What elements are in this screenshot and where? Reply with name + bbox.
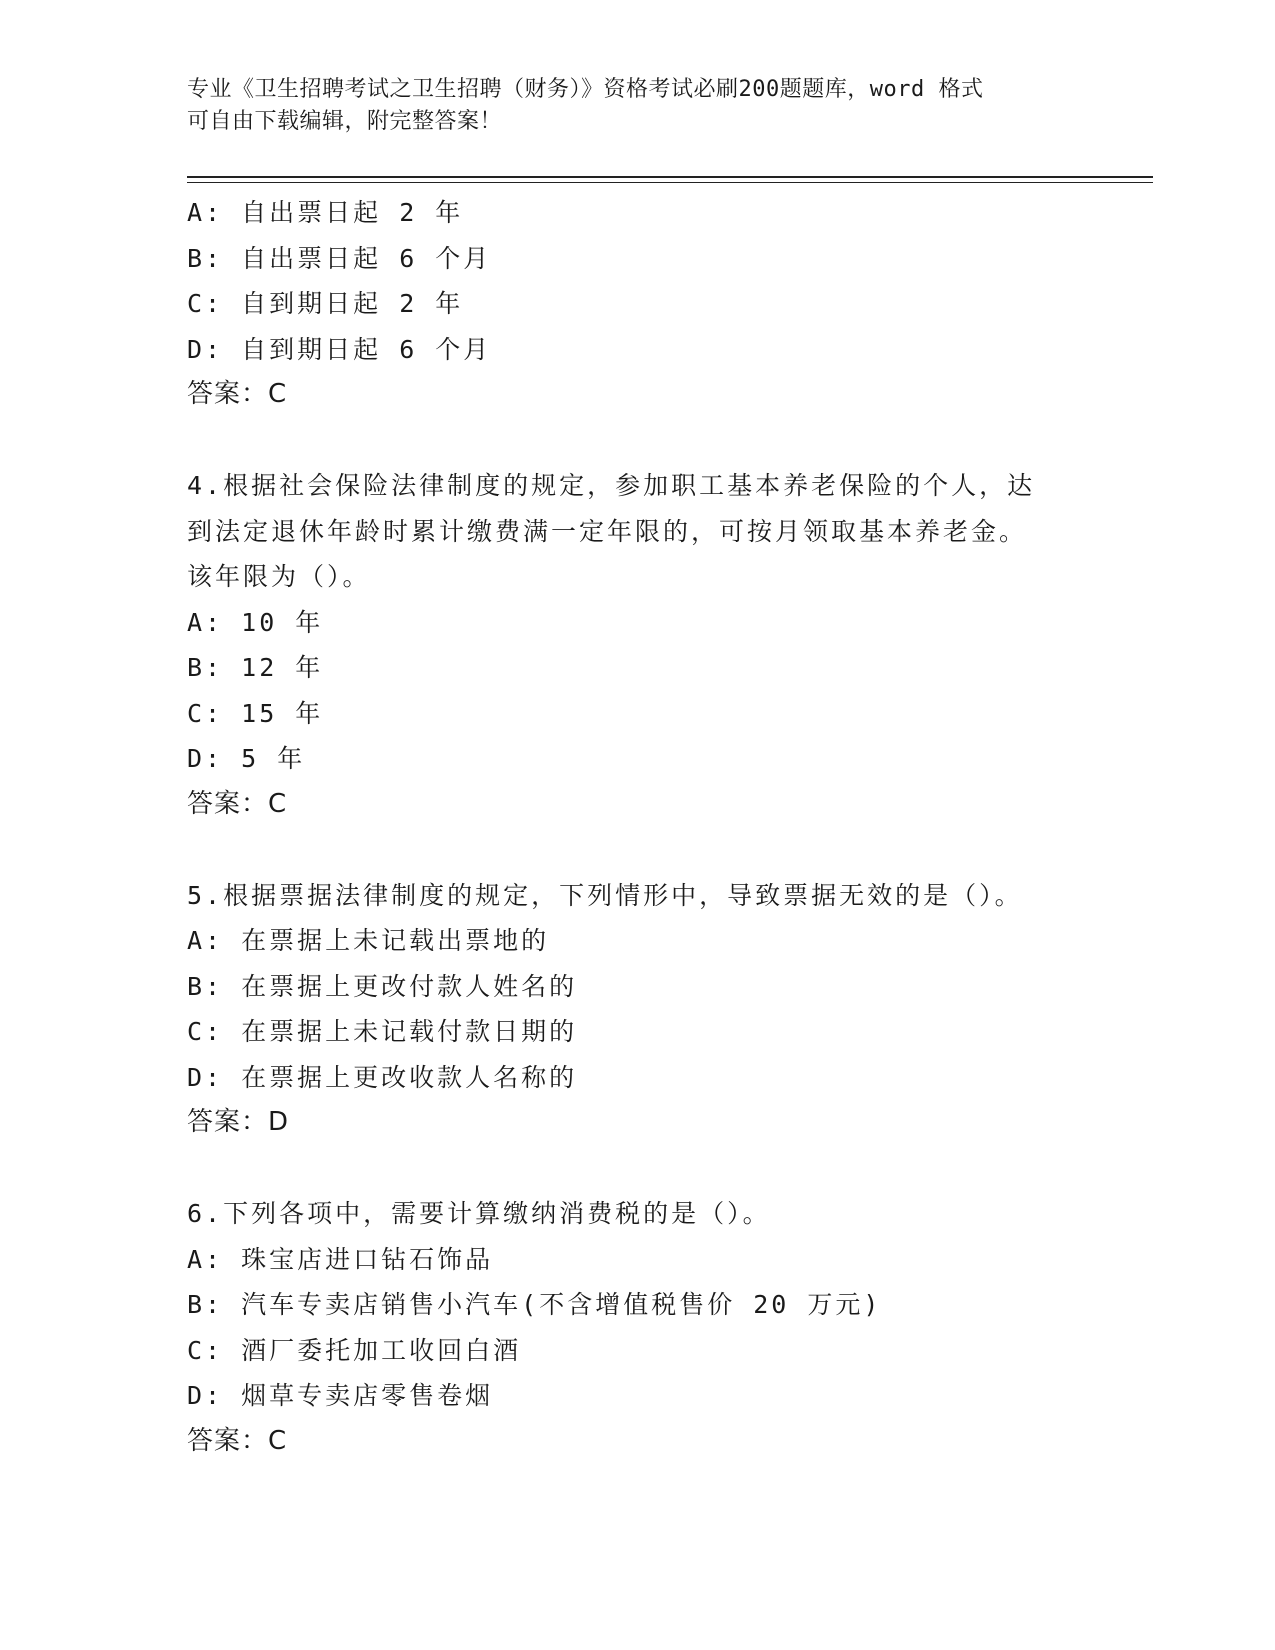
question-stem-line: 4.根据社会保险法律制度的规定，参加职工基本养老保险的个人，达 <box>187 471 1036 500</box>
option-d: D: 自到期日起 6 个月 <box>187 334 492 364</box>
option-c: C: 15 年 <box>187 698 324 728</box>
question-5 <box>187 873 1087 1146</box>
answer-line: 答案：C <box>187 788 288 819</box>
option-a: A: 自出票日起 2 年 <box>187 198 464 227</box>
header-line-2: 可自由下载编辑，附完整答案！ <box>187 109 503 134</box>
option-b: B: 自出票日起 6 个月 <box>187 243 492 273</box>
option-a: A: 在票据上未记载出票地的 <box>187 926 550 955</box>
option-d: D: 5 年 <box>187 744 306 773</box>
document-header <box>187 74 1087 138</box>
option-a: A: 珠宝店进口钻石饰品 <box>187 1244 494 1274</box>
option-c: C: 自到期日起 2 年 <box>187 289 464 318</box>
question-stem-line: 到法定退休年龄时累计缴费满一定年限的，可按月领取基本养老金。 <box>187 516 1028 546</box>
question-stem-line: 5.根据票据法律制度的规定，下列情形中，导致票据无效的是（）。 <box>187 880 1023 910</box>
question-list <box>187 190 1087 1464</box>
header-divider-thick <box>187 176 1153 178</box>
option-d: D: 在票据上更改收款人名称的 <box>187 1062 578 1092</box>
question-stem-line: 6.下列各项中，需要计算缴纳消费税的是（）。 <box>187 1199 771 1228</box>
option-c: C: 在票据上未记载付款日期的 <box>187 1017 578 1046</box>
question-stem-line: 该年限为（）。 <box>187 562 371 591</box>
answer-line: 答案：C <box>187 1425 288 1456</box>
option-d: D: 烟草专卖店零售卷烟 <box>187 1381 494 1410</box>
option-b: B: 汽车专卖店销售小汽车(不含增值税售价 20 万元) <box>187 1290 882 1319</box>
option-a: A: 10 年 <box>187 607 324 637</box>
answer-line: 答案：D <box>187 1107 290 1137</box>
header-divider-thin <box>187 182 1153 183</box>
answer-line: 答案：C <box>187 379 288 409</box>
question-6 <box>187 1191 1087 1464</box>
option-b: B: 12 年 <box>187 653 324 682</box>
question-4 <box>187 463 1087 827</box>
header-line-1: 专业《卫生招聘考试之卫生招聘（财务）》资格考试必刷200题题库，word 格式 <box>187 77 984 102</box>
question-3 <box>187 190 1087 418</box>
option-b: B: 在票据上更改付款人姓名的 <box>187 971 578 1001</box>
option-c: C: 酒厂委托加工收回白酒 <box>187 1335 522 1365</box>
